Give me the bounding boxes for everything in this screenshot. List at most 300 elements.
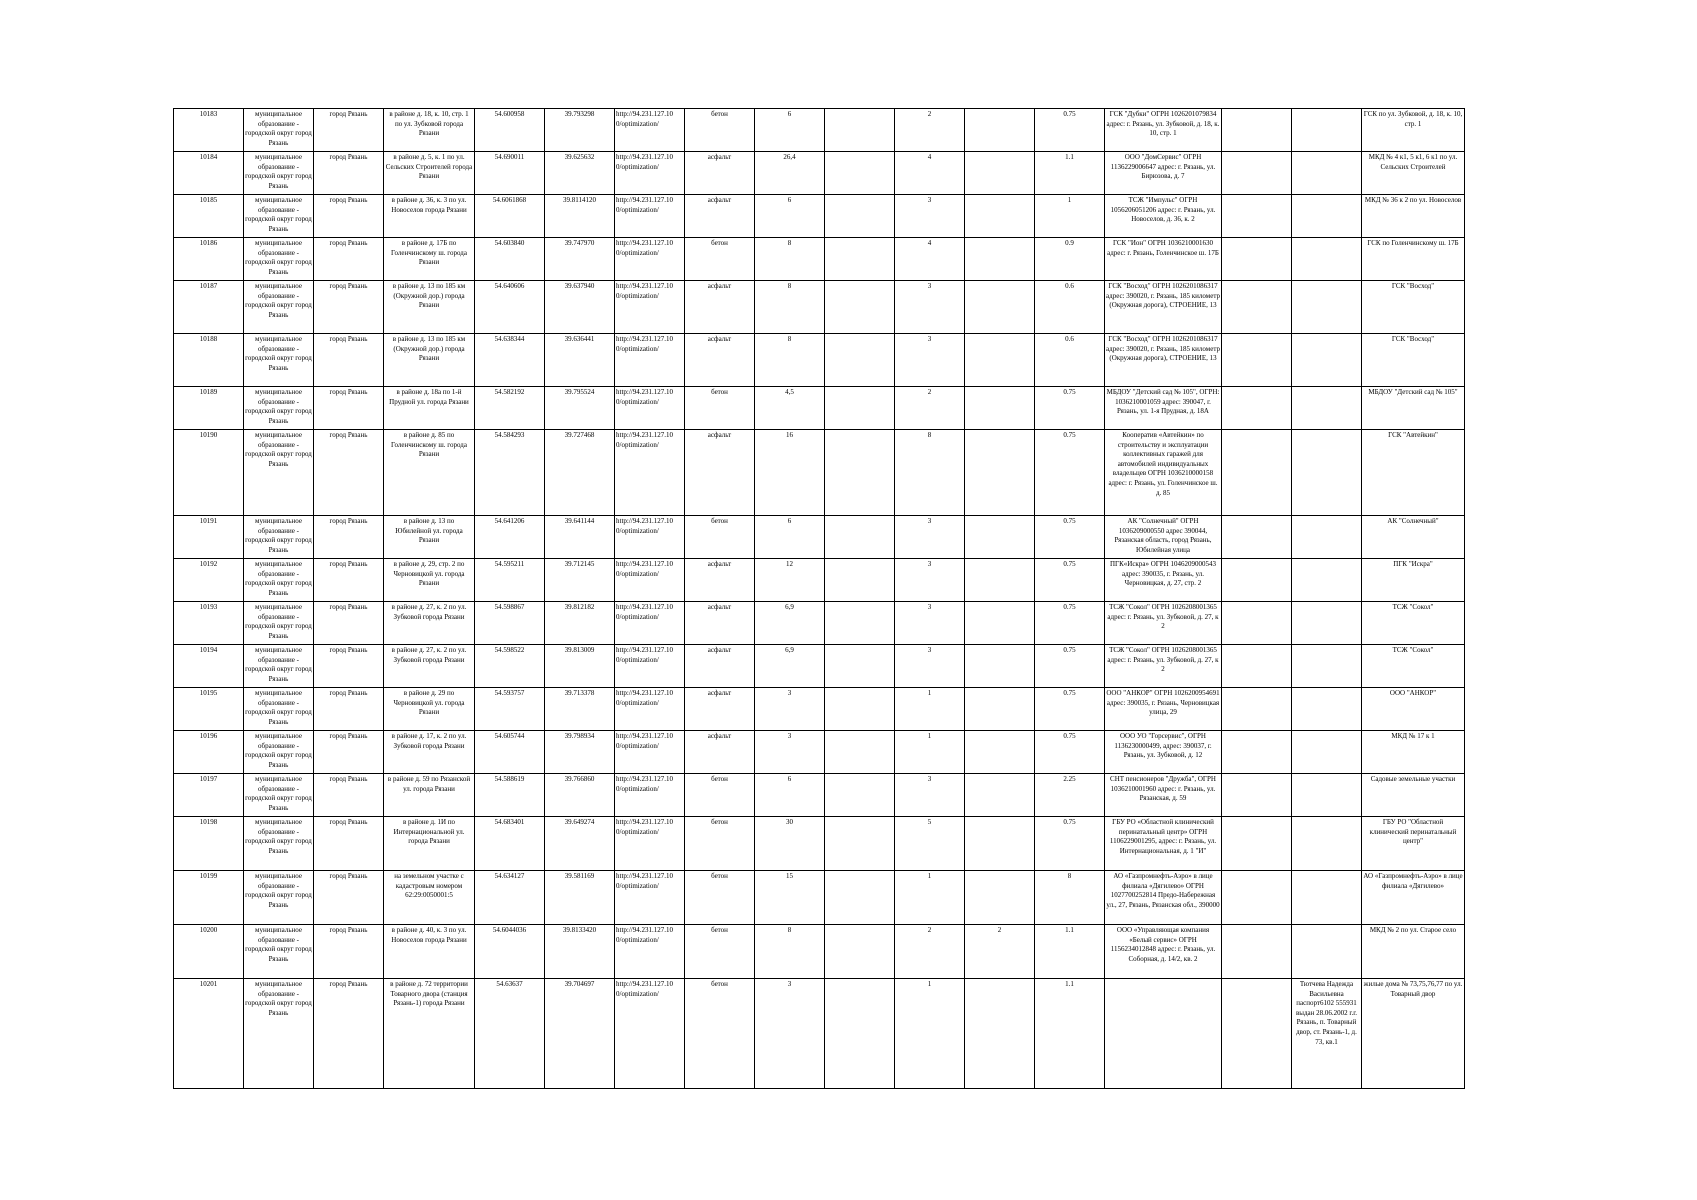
url-cell: http://94.231.127.10 0/optimization/ [615,238,685,281]
table-row [174,430,1465,516]
longitude-cell: 39.795524 [545,387,615,430]
location-cell: в районе д. 27, к. 2 по ул. Зубковой города Рязани [384,602,475,645]
extra-count-cell [965,152,1035,195]
individual-owner-cell [1292,516,1362,559]
places-count-cell: 3 [895,559,965,602]
city-cell: город Рязань [314,645,384,688]
extra-count-cell [965,731,1035,774]
url-cell: http://94.231.127.10 0/optimization/ [615,334,685,387]
empty-cell [1222,238,1292,281]
owner-cell: АК "Солнечный" ОГРН 1036209000550 адрес 390044, Рязанская область, город Рязань, Юбилейная улица [1105,516,1222,559]
places-count-cell: 3 [895,516,965,559]
area-cell: 4,5 [755,387,825,430]
surface-cell: бетон [685,817,755,871]
latitude-cell: 54.598522 [475,645,545,688]
extra-count-cell [965,238,1035,281]
table-row [174,688,1465,731]
volume-cell: 1 [1035,195,1105,238]
individual-owner-cell [1292,334,1362,387]
latitude-cell: 54.600958 [475,109,545,152]
area-cell: 26,4 [755,152,825,195]
municipality-cell: муниципальное образование - городской округ город Рязань [244,602,314,645]
latitude-cell: 54.588619 [475,774,545,817]
surface-cell: асфальт [685,731,755,774]
empty-cell [1222,731,1292,774]
table-row [174,559,1465,602]
places-count-cell: 4 [895,152,965,195]
individual-owner-cell [1292,109,1362,152]
area-cell: 6 [755,109,825,152]
record-id: 10186 [174,238,244,281]
empty-cell [1222,195,1292,238]
empty-cell [1222,559,1292,602]
municipality-cell: муниципальное образование - городской округ город Рязань [244,925,314,979]
city-cell: город Рязань [314,430,384,516]
extra-count-cell [965,645,1035,688]
extra-count-cell: 2 [965,925,1035,979]
extra-count-cell [965,109,1035,152]
record-id: 10197 [174,774,244,817]
latitude-cell: 54.640606 [475,281,545,334]
url-cell: http://94.231.127.10 0/optimization/ [615,688,685,731]
individual-owner-cell [1292,559,1362,602]
municipality-cell: муниципальное образование - городской округ город Рязань [244,731,314,774]
latitude-cell: 54.6061868 [475,195,545,238]
extra-count-cell [965,281,1035,334]
longitude-cell: 39.649274 [545,817,615,871]
area-cell: 3 [755,688,825,731]
municipality-cell: муниципальное образование - городской округ город Рязань [244,516,314,559]
city-cell: город Рязань [314,979,384,1089]
empty-cell [825,516,895,559]
surface-cell: бетон [685,238,755,281]
empty-cell [1222,109,1292,152]
area-cell: 8 [755,238,825,281]
owner-cell: ГСК "Дубки" ОГРН 1026201079834 адрес: г. Рязань, ул. Зубковой, д. 18, к. 10, стр. 1 [1105,109,1222,152]
owner-cell: ТСЖ "Импульс" ОГРН 1056206051206 адрес: г. Рязань, ул. Новоселов, д. 36, к. 2 [1105,195,1222,238]
volume-cell: 0.75 [1035,731,1105,774]
places-count-cell: 3 [895,195,965,238]
places-count-cell: 3 [895,281,965,334]
waste-source-cell: жилые дома № 73,75,76,77 по ул. Товарный двор [1362,979,1465,1089]
longitude-cell: 39.637940 [545,281,615,334]
individual-owner-cell [1292,817,1362,871]
owner-cell: ООО УО "Горсервис", ОГРН 1136230000499, адрес: 390037, г. Рязань, ул. Зубковой, д. 12 [1105,731,1222,774]
url-cell: http://94.231.127.10 0/optimization/ [615,387,685,430]
longitude-cell: 39.798934 [545,731,615,774]
places-count-cell: 4 [895,238,965,281]
record-id: 10200 [174,925,244,979]
url-cell: http://94.231.127.10 0/optimization/ [615,871,685,925]
places-count-cell: 1 [895,731,965,774]
surface-cell: асфальт [685,602,755,645]
volume-cell: 1.1 [1035,152,1105,195]
longitude-cell: 39.704697 [545,979,615,1089]
waste-source-cell: ГСК "Восход" [1362,334,1465,387]
empty-cell [825,774,895,817]
volume-cell: 0.9 [1035,238,1105,281]
url-cell: http://94.231.127.10 0/optimization/ [615,602,685,645]
waste-source-cell: ГБУ РО "Областной клинический перинатальный центр" [1362,817,1465,871]
empty-cell [825,238,895,281]
surface-cell: асфальт [685,334,755,387]
area-cell: 6,9 [755,645,825,688]
empty-cell [825,559,895,602]
city-cell: город Рязань [314,109,384,152]
record-id: 10199 [174,871,244,925]
area-cell: 6 [755,774,825,817]
latitude-cell: 54.634127 [475,871,545,925]
location-cell: в районе д. 13 по 185 км (Окружной дор.) города Рязани [384,281,475,334]
surface-cell: асфальт [685,559,755,602]
extra-count-cell [965,602,1035,645]
owner-cell: ТСЖ "Сокол" ОГРН 1026208001365 адрес: г. Рязань, ул. Зубковой, д. 27, к 2 [1105,602,1222,645]
volume-cell: 0.75 [1035,109,1105,152]
owner-cell: ТСЖ "Сокол" ОГРН 1026208001365 адрес: г. Рязань, ул. Зубковой, д. 27, к 2 [1105,645,1222,688]
volume-cell: 0.75 [1035,559,1105,602]
municipality-cell: муниципальное образование - городской округ город Рязань [244,979,314,1089]
record-id: 10191 [174,516,244,559]
area-cell: 3 [755,979,825,1089]
extra-count-cell [965,774,1035,817]
location-cell: в районе д. 72 территории Товарного двора (станция Рязань-1) города Рязани [384,979,475,1089]
url-cell: http://94.231.127.10 0/optimization/ [615,645,685,688]
municipality-cell: муниципальное образование - городской округ город Рязань [244,152,314,195]
individual-owner-cell [1292,195,1362,238]
location-cell: в районе д. 5, к. 1 по ул. Сельских Строителей города Рязани [384,152,475,195]
url-cell: http://94.231.127.10 0/optimization/ [615,817,685,871]
longitude-cell: 39.812182 [545,602,615,645]
location-cell: в районе д. 18, к. 10, стр. 1 по ул. Зубковой города Рязани [384,109,475,152]
record-id: 10185 [174,195,244,238]
individual-owner-cell [1292,871,1362,925]
places-count-cell: 3 [895,645,965,688]
municipality-cell: муниципальное образование - городской округ город Рязань [244,430,314,516]
city-cell: город Рязань [314,925,384,979]
area-cell: 12 [755,559,825,602]
url-cell: http://94.231.127.10 0/optimization/ [615,559,685,602]
record-id: 10196 [174,731,244,774]
volume-cell: 0.6 [1035,281,1105,334]
places-count-cell: 5 [895,817,965,871]
latitude-cell: 54.63637 [475,979,545,1089]
record-id: 10190 [174,430,244,516]
location-cell: в районе д. 17Б по Голенчинскому ш. города Рязани [384,238,475,281]
latitude-cell: 54.595211 [475,559,545,602]
empty-cell [1222,774,1292,817]
extra-count-cell [965,817,1035,871]
area-cell: 30 [755,817,825,871]
area-cell: 6 [755,195,825,238]
individual-owner-cell [1292,387,1362,430]
url-cell: http://94.231.127.10 0/optimization/ [615,774,685,817]
surface-cell: бетон [685,871,755,925]
volume-cell: 0.6 [1035,334,1105,387]
city-cell: город Рязань [314,688,384,731]
places-count-cell: 2 [895,925,965,979]
waste-source-cell: Садовые земельные участки [1362,774,1465,817]
waste-source-cell: МКД № 2 по ул. Старое село [1362,925,1465,979]
municipality-cell: муниципальное образование - городской округ город Рязань [244,387,314,430]
owner-cell: ПГК«Искра» ОГРН 1046209000543 адрес: 390035, г. Рязань, ул. Черновицкая, д. 27, стр. 2 [1105,559,1222,602]
table-row [174,152,1465,195]
empty-cell [1222,387,1292,430]
url-cell: http://94.231.127.10 0/optimization/ [615,925,685,979]
longitude-cell: 39.747970 [545,238,615,281]
owner-cell: ООО "ДомСервис" ОГРН 1136229006647 адрес: г. Рязань, ул. Бирюзова, д. 7 [1105,152,1222,195]
individual-owner-cell [1292,731,1362,774]
table-row [174,387,1465,430]
places-count-cell: 3 [895,334,965,387]
location-cell: в районе д. 13 по 185 км (Окружной дор.) города Рязани [384,334,475,387]
extra-count-cell [965,559,1035,602]
url-cell: http://94.231.127.10 0/optimization/ [615,195,685,238]
location-cell: в районе д. 36, к. 3 по ул. Новоселов города Рязани [384,195,475,238]
empty-cell [1222,430,1292,516]
waste-source-cell: ПГК "Искра" [1362,559,1465,602]
waste-source-cell: МБДОУ "Детский сад № 105" [1362,387,1465,430]
location-cell: в районе д. 17, к. 2 по ул. Зубковой города Рязани [384,731,475,774]
url-cell: http://94.231.127.10 0/optimization/ [615,516,685,559]
surface-cell: асфальт [685,195,755,238]
extra-count-cell [965,871,1035,925]
places-count-cell: 2 [895,387,965,430]
record-id: 10187 [174,281,244,334]
municipality-cell: муниципальное образование - городской округ город Рязань [244,195,314,238]
empty-cell [1222,871,1292,925]
record-id: 10188 [174,334,244,387]
owner-cell: ГБУ РО «Областной клинический перинатальный центр» ОГРН 1106229001295, адрес: г. Рязань, ул. Интернациональная, д. 1 "И" [1105,817,1222,871]
area-cell: 8 [755,334,825,387]
url-cell: http://94.231.127.10 0/optimization/ [615,152,685,195]
location-cell: в районе д. 29, стр. 2 по Черновицкой ул. города Рязани [384,559,475,602]
extra-count-cell [965,334,1035,387]
individual-owner-cell [1292,602,1362,645]
record-id: 10201 [174,979,244,1089]
places-count-cell: 1 [895,979,965,1089]
empty-cell [1222,152,1292,195]
empty-cell [825,195,895,238]
longitude-cell: 39.8133420 [545,925,615,979]
area-cell: 3 [755,731,825,774]
municipality-cell: муниципальное образование - городской округ город Рязань [244,109,314,152]
municipality-cell: муниципальное образование - городской округ город Рязань [244,559,314,602]
volume-cell: 0.75 [1035,688,1105,731]
owner-cell: ГСК "Восход" ОГРН 1026201086317 адрес: 390020, г. Рязань, 185 километр (Окружная дорога), СТРОЕНИЕ, 13 [1105,334,1222,387]
empty-cell [1222,645,1292,688]
extra-count-cell [965,516,1035,559]
places-count-cell: 3 [895,774,965,817]
register-sheet [173,108,1465,1089]
latitude-cell: 54.638344 [475,334,545,387]
longitude-cell: 39.641144 [545,516,615,559]
longitude-cell: 39.813009 [545,645,615,688]
surface-cell: асфальт [685,152,755,195]
empty-cell [1222,817,1292,871]
individual-owner-cell [1292,152,1362,195]
waste-source-cell: АО «Газпромнефть-Аэро» в лице филиала «Дягилево» [1362,871,1465,925]
extra-count-cell [965,979,1035,1089]
longitude-cell: 39.581169 [545,871,615,925]
places-count-cell: 2 [895,109,965,152]
surface-cell: бетон [685,979,755,1089]
surface-cell: асфальт [685,281,755,334]
empty-cell [1222,979,1292,1089]
table-row [174,238,1465,281]
longitude-cell: 39.712145 [545,559,615,602]
extra-count-cell [965,688,1035,731]
parking-register-table [173,108,1465,1089]
waste-source-cell: АК "Солнечный" [1362,516,1465,559]
owner-cell: Кооператив «Автейкин» по строительству и эксплуатации коллективных гаражей для автомобилей индивидуальных владельцев ОГРН 1036210000158 адрес: г. Рязань, ул. Голенчинское ш. д. 85 [1105,430,1222,516]
empty-cell [1222,334,1292,387]
individual-owner-cell [1292,645,1362,688]
empty-cell [825,871,895,925]
municipality-cell: муниципальное образование - городской округ город Рязань [244,817,314,871]
area-cell: 6 [755,516,825,559]
empty-cell [1222,688,1292,731]
longitude-cell: 39.766860 [545,774,615,817]
surface-cell: бетон [685,774,755,817]
table-row [174,516,1465,559]
record-id: 10189 [174,387,244,430]
empty-cell [825,817,895,871]
location-cell: в районе д. 40, к. 3 по ул. Новоселов города Рязани [384,925,475,979]
location-cell: в районе д. 59 по Рязанской ул. города Рязани [384,774,475,817]
empty-cell [825,645,895,688]
places-count-cell: 8 [895,430,965,516]
latitude-cell: 54.603840 [475,238,545,281]
surface-cell: асфальт [685,688,755,731]
owner-cell: АО «Газпромнефть-Аэро» в лице филиала «Дягилево» ОГРН 1027700252814 Предо-Набережная ул., 27, Рязань, Рязанская обл., 390000 [1105,871,1222,925]
extra-count-cell [965,430,1035,516]
record-id: 10184 [174,152,244,195]
city-cell: город Рязань [314,774,384,817]
volume-cell: 0.75 [1035,430,1105,516]
longitude-cell: 39.793298 [545,109,615,152]
table-row [174,645,1465,688]
places-count-cell: 1 [895,871,965,925]
url-cell: http://94.231.127.10 0/optimization/ [615,731,685,774]
longitude-cell: 39.625632 [545,152,615,195]
empty-cell [825,109,895,152]
individual-owner-cell [1292,688,1362,731]
location-cell: на земельном участке с кадастровым номером 62:29:0050001:5 [384,871,475,925]
latitude-cell: 54.593757 [475,688,545,731]
city-cell: город Рязань [314,731,384,774]
volume-cell: 0.75 [1035,602,1105,645]
places-count-cell: 3 [895,602,965,645]
record-id: 10192 [174,559,244,602]
table-row [174,871,1465,925]
city-cell: город Рязань [314,152,384,195]
table-row [174,195,1465,238]
empty-cell [825,979,895,1089]
volume-cell: 0.75 [1035,645,1105,688]
municipality-cell: муниципальное образование - городской округ город Рязань [244,281,314,334]
url-cell: http://94.231.127.10 0/optimization/ [615,979,685,1089]
individual-owner-cell: Тютчева Надежда Васильевна паспорт6102 555931 выдан 28.06.2002 г.г. Рязань, п. Товарный двор, ст. Рязань-1, д. 73, кв.1 [1292,979,1362,1089]
empty-cell [825,430,895,516]
waste-source-cell: ТСЖ "Сокол" [1362,645,1465,688]
owner-cell: ГСК "Восход" ОГРН 1026201086317 адрес: 390020, г. Рязань, 185 километр (Окружная дорога), СТРОЕНИЕ, 13 [1105,281,1222,334]
latitude-cell: 54.690011 [475,152,545,195]
city-cell: город Рязань [314,559,384,602]
waste-source-cell: МКД № 17 к 1 [1362,731,1465,774]
record-id: 10183 [174,109,244,152]
longitude-cell: 39.727468 [545,430,615,516]
municipality-cell: муниципальное образование - городской округ город Рязань [244,238,314,281]
city-cell: город Рязань [314,195,384,238]
surface-cell: асфальт [685,430,755,516]
individual-owner-cell [1292,281,1362,334]
city-cell: город Рязань [314,871,384,925]
municipality-cell: муниципальное образование - городской округ город Рязань [244,871,314,925]
surface-cell: бетон [685,925,755,979]
waste-source-cell: ГСК "Автейкин" [1362,430,1465,516]
record-id: 10198 [174,817,244,871]
empty-cell [825,731,895,774]
individual-owner-cell [1292,430,1362,516]
volume-cell: 8 [1035,871,1105,925]
area-cell: 16 [755,430,825,516]
volume-cell: 0.75 [1035,387,1105,430]
table-row [174,817,1465,871]
table-row [174,281,1465,334]
latitude-cell: 54.582192 [475,387,545,430]
empty-cell [1222,925,1292,979]
waste-source-cell: ГСК по Голенчинскому ш. 17Б [1362,238,1465,281]
volume-cell: 0.75 [1035,817,1105,871]
table-row [174,774,1465,817]
municipality-cell: муниципальное образование - городской округ город Рязань [244,774,314,817]
municipality-cell: муниципальное образование - городской округ город Рязань [244,645,314,688]
latitude-cell: 54.683401 [475,817,545,871]
individual-owner-cell [1292,238,1362,281]
empty-cell [825,602,895,645]
city-cell: город Рязань [314,387,384,430]
url-cell: http://94.231.127.10 0/optimization/ [615,281,685,334]
location-cell: в районе д. 29 по Черновицкой ул. города Рязани [384,688,475,731]
waste-source-cell: ТСЖ "Сокол" [1362,602,1465,645]
volume-cell: 1.1 [1035,925,1105,979]
empty-cell [1222,602,1292,645]
owner-cell: ООО "АНКОР" ОГРН 1026200954691 адрес: 390035, г. Рязань, Черновицкая улица, 29 [1105,688,1222,731]
latitude-cell: 54.6044036 [475,925,545,979]
city-cell: город Рязань [314,817,384,871]
empty-cell [1222,516,1292,559]
owner-cell [1105,979,1222,1089]
owner-cell: СНТ пенсионеров "Дружба", ОГРН 1036210001960 адрес: г. Рязань, ул. Рязанская, д. 59 [1105,774,1222,817]
empty-cell [825,334,895,387]
latitude-cell: 54.598867 [475,602,545,645]
city-cell: город Рязань [314,281,384,334]
location-cell: в районе д. 1И по Интернациональной ул. города Рязани [384,817,475,871]
location-cell: в районе д. 85 по Голенчинскому ш. города Рязани [384,430,475,516]
table-row [174,731,1465,774]
empty-cell [825,281,895,334]
table-row [174,979,1465,1089]
table-row [174,602,1465,645]
city-cell: город Рязань [314,334,384,387]
owner-cell: ООО «Управляющая компания «Белый сервис» ОГРН 1156234012848 адрес: г. Рязань, ул. Соборная, д. 14/2, кв. 2 [1105,925,1222,979]
owner-cell: МБДОУ "Детский сад № 105", ОГРН: 1036210001059 адрес: 390047, г. Рязань, ул. 1-я Прудная, д. 18А [1105,387,1222,430]
location-cell: в районе д. 27, к. 2 по ул. Зубковой города Рязани [384,645,475,688]
empty-cell [1222,281,1292,334]
area-cell: 15 [755,871,825,925]
extra-count-cell [965,387,1035,430]
municipality-cell: муниципальное образование - городской округ город Рязань [244,334,314,387]
